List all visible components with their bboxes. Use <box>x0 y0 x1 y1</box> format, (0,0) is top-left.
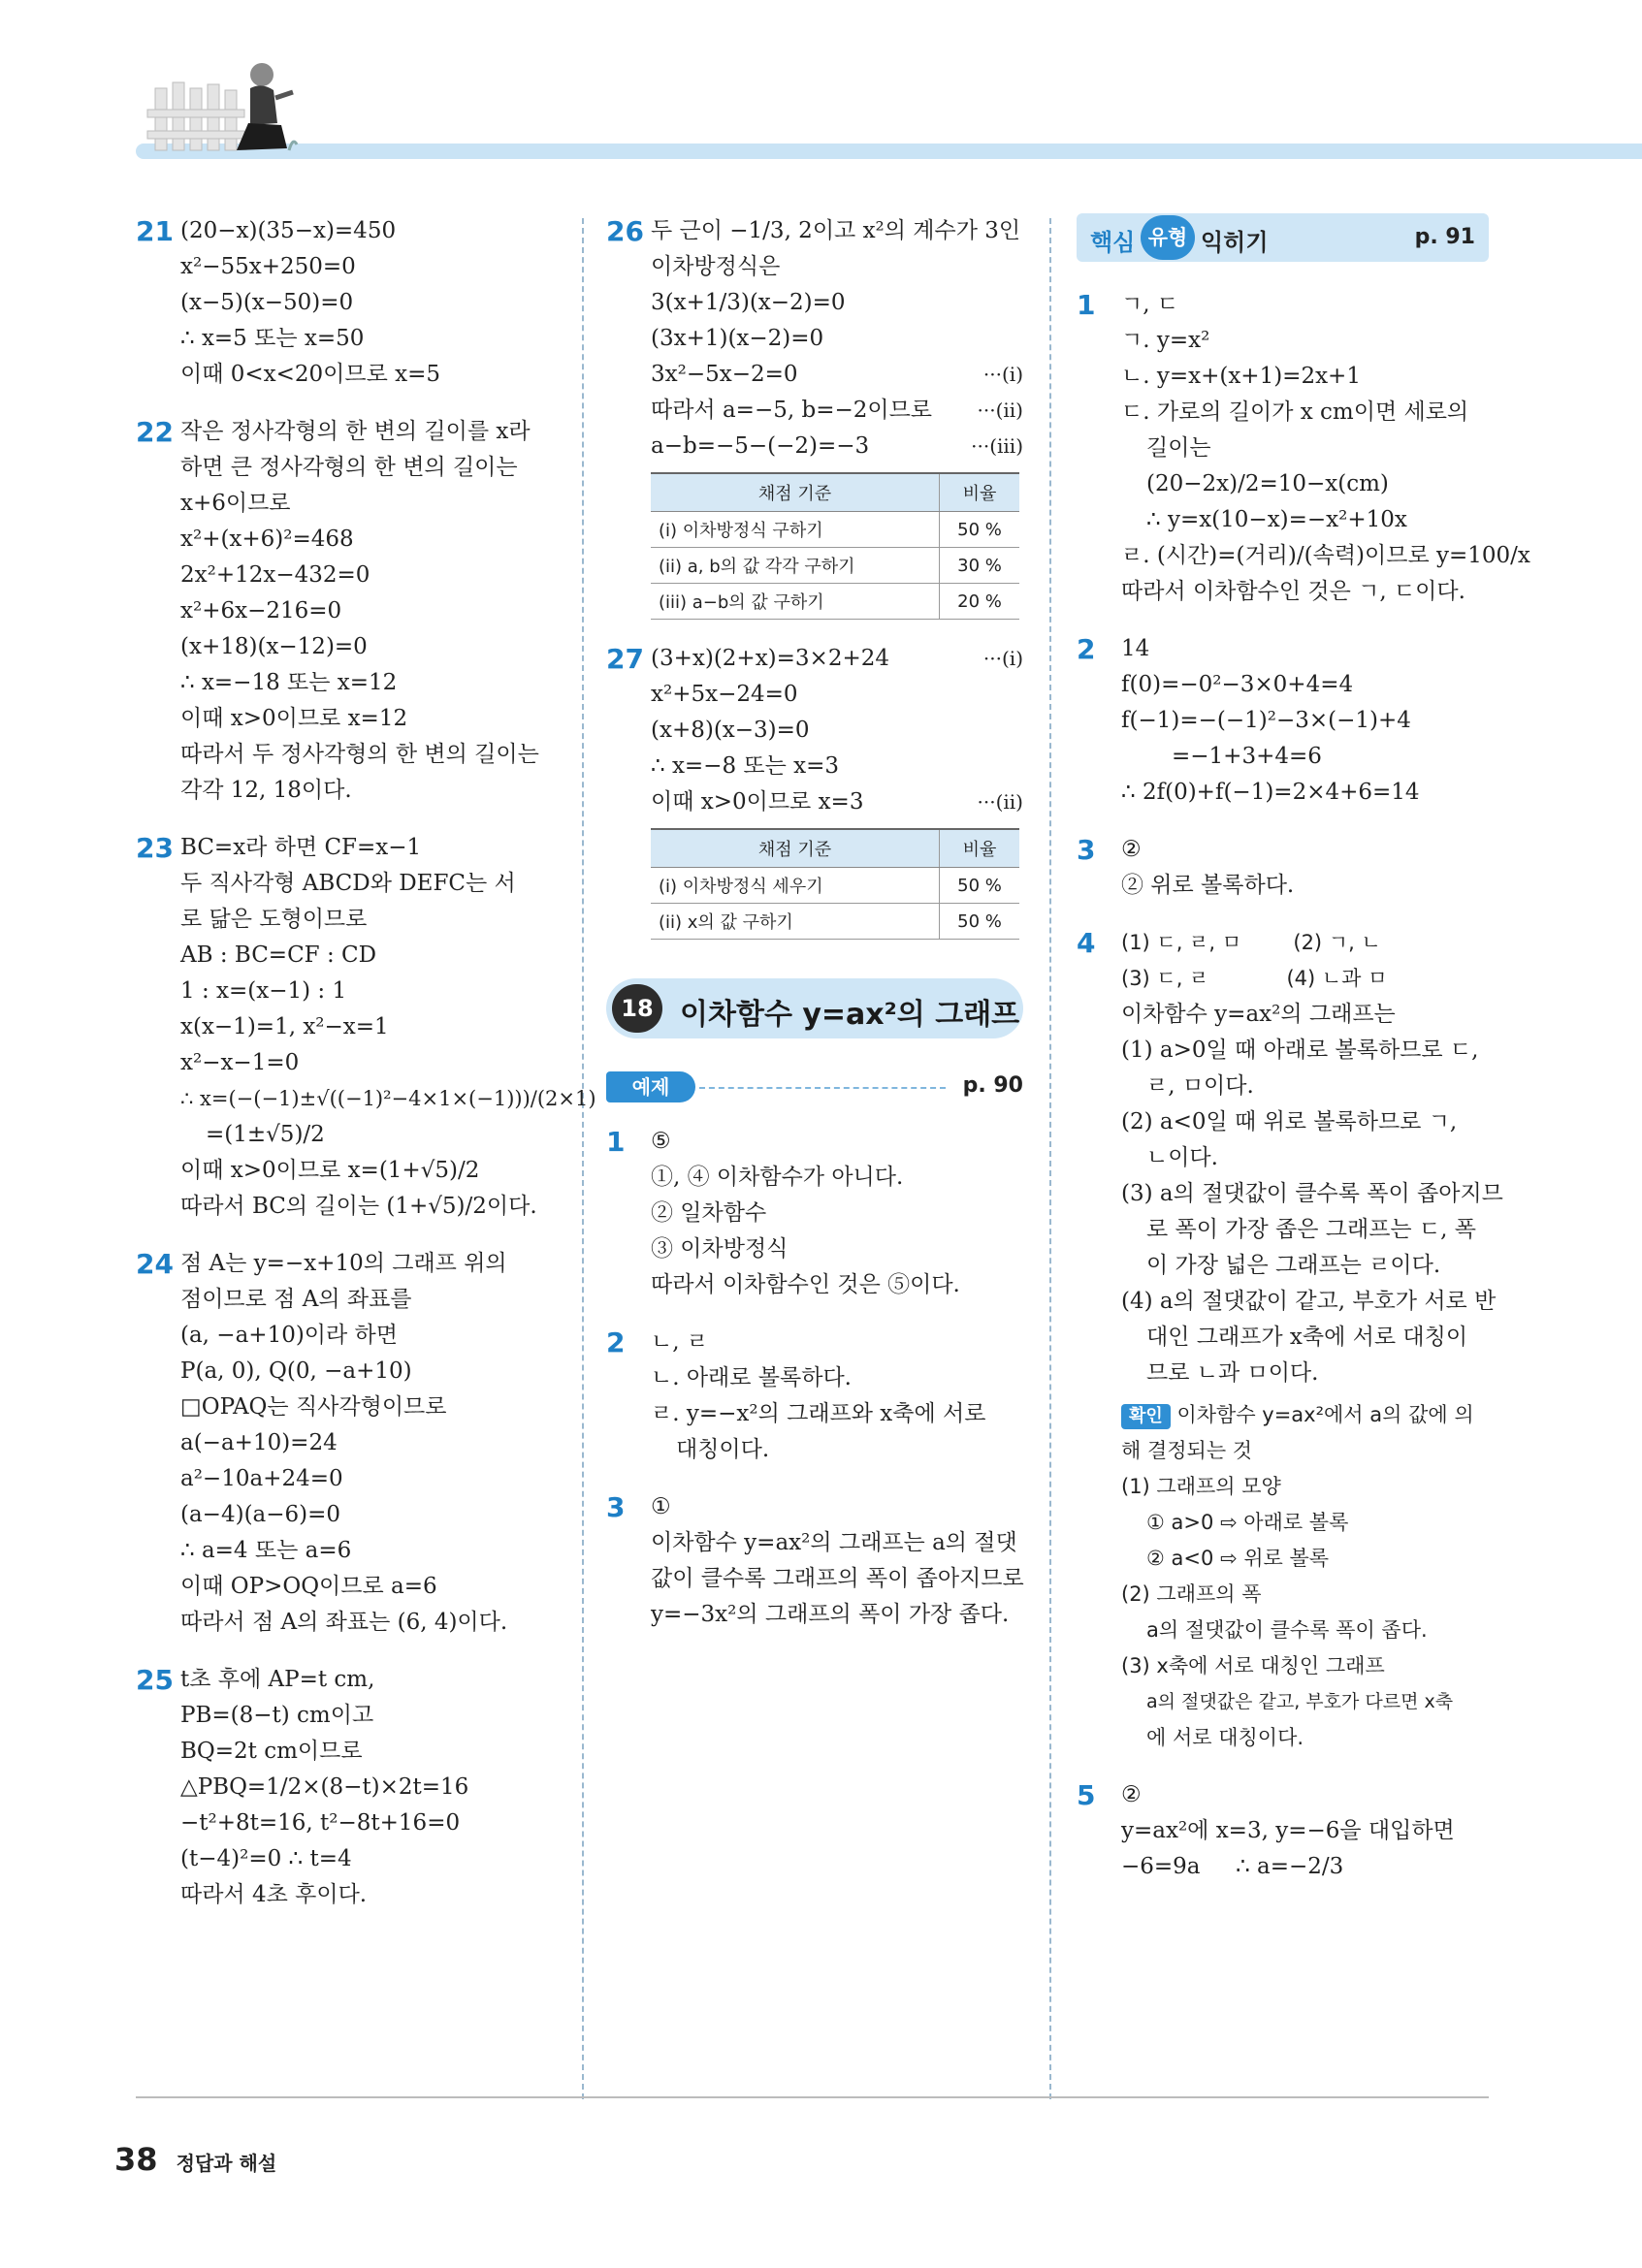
table-cell: (i) 이차방정식 구하기 <box>651 512 940 548</box>
solution-line: ∴ x=−8 또는 x=3 <box>651 753 840 779</box>
answer-line: ① <box>651 1494 671 1519</box>
column-divider <box>582 218 584 2099</box>
example-1 <box>606 1124 1023 1303</box>
solution-line: y=−3x²의 그래프의 폭이 가장 좁다. <box>651 1602 1010 1627</box>
solution-line: 하면 큰 정사각형의 한 변의 길이는 <box>180 455 518 480</box>
solution-line: y=ax²에 x=3, y=−6을 대입하면 <box>1121 1818 1455 1843</box>
core-problem-4 <box>1077 925 1503 1756</box>
check-line: 에 서로 대칭이다. <box>1146 1726 1304 1749</box>
solution-line: (1) a>0일 때 아래로 볼록하므로 ㄷ, <box>1121 1038 1479 1063</box>
solution-line: 점 A는 y=−x+10의 그래프 위의 <box>180 1251 507 1276</box>
solution-line: P(a, 0), Q(0, −a+10) <box>180 1358 412 1384</box>
core-problem-5 <box>1077 1777 1489 1885</box>
solution-line: 로 폭이 가장 좁은 그래프는 ㄷ, 폭 <box>1146 1217 1477 1242</box>
problem-number: 3 <box>1077 834 1096 866</box>
solution-line: ㄴ. 아래로 볼록하다. <box>651 1365 852 1390</box>
table-header: 비율 <box>940 473 1020 512</box>
problem-21 <box>136 213 563 393</box>
solution-line: 이 가장 넓은 그래프는 ㄹ이다. <box>1146 1253 1441 1278</box>
example-header <box>606 1068 1023 1106</box>
table-cell: 50 % <box>940 904 1020 940</box>
solution-line <box>651 393 1023 429</box>
core-label: 핵심 <box>1090 229 1136 256</box>
solution-line: x+6이므로 <box>180 491 291 516</box>
solution-line: 1 : x=(x−1) : 1 <box>180 978 347 1004</box>
solution-line: 이때 0<x<20이므로 x=5 <box>180 362 441 387</box>
solution-line: 각각 12, 18이다. <box>180 778 352 803</box>
solution-line: ㄱ. y=x² <box>1121 328 1210 353</box>
core-label-suffix: 익히기 <box>1201 229 1269 256</box>
solution-line: x²+5x−24=0 <box>651 682 798 707</box>
table-cell: (ii) a, b의 값 각각 구하기 <box>651 548 940 584</box>
solution-line: ㄹ. y=−x²의 그래프와 x축에 서로 <box>651 1401 986 1426</box>
solution-text: 따라서 a=−5, b=−2이므로 <box>651 398 933 423</box>
solution-line: 이때 OP>OQ이므로 a=6 <box>180 1574 437 1599</box>
solution-line: t초 후에 AP=t cm, <box>180 1667 375 1692</box>
column-3 <box>1077 213 1530 1906</box>
table-cell: (iii) a−b의 값 구하기 <box>651 584 940 620</box>
check-line: (3) x축에 서로 대칭인 그래프 <box>1121 1654 1385 1677</box>
grading-table <box>651 828 1019 940</box>
problem-number: 1 <box>606 1126 626 1158</box>
core-problem-1 <box>1077 287 1530 610</box>
solution-line: ③ 이차방정식 <box>651 1236 789 1262</box>
solution-line: ② 일차함수 <box>651 1200 767 1226</box>
solution-line: x(x−1)=1, x²−x=1 <box>180 1014 389 1039</box>
solution-line: ①, ④ 이차함수가 아니다. <box>651 1165 904 1190</box>
answer-line: (3) ㄷ, ㄹ (4) ㄴ과 ㅁ <box>1121 967 1388 990</box>
step-tag: ···(ii) <box>977 399 1023 422</box>
answer-line: ⑤ <box>651 1129 671 1154</box>
solution-line: ㄷ. 가로의 길이가 x cm이면 세로의 <box>1121 399 1469 425</box>
solution-line: 두 직사각형 ABCD와 DEFC는 서 <box>180 871 516 896</box>
solution-line: 대칭이다. <box>676 1437 770 1462</box>
solution-text: 이때 x>0이므로 x=3 <box>651 789 864 815</box>
solution-line: 두 근이 −1/3, 2이고 x²의 계수가 3인 <box>651 218 1021 243</box>
table-header: 채점 기준 <box>651 829 940 868</box>
solution-line: ㄹ. (시간)=(거리)/(속력)이므로 y=100/x <box>1121 543 1530 568</box>
gardener-illustration-icon <box>136 53 301 162</box>
problem-number: 2 <box>606 1326 626 1358</box>
solution-line: (2) a<0일 때 위로 볼록하므로 ㄱ, <box>1121 1109 1458 1134</box>
solution-line: a(−a+10)=24 <box>180 1430 338 1455</box>
step-tag: ···(i) <box>982 363 1023 386</box>
solution-line <box>651 641 1023 677</box>
solution-line: ② 위로 볼록하다. <box>1121 873 1295 898</box>
solution-line: x²+6x−216=0 <box>180 598 342 623</box>
solution-line: 이때 x>0이므로 x=12 <box>180 706 408 731</box>
check-line: 해 결정되는 것 <box>1121 1439 1253 1462</box>
solution-line: 따라서 점 A의 좌표는 (6, 4)이다. <box>180 1610 508 1635</box>
example-3 <box>606 1489 1023 1633</box>
solution-line: ㄴ이다. <box>1146 1145 1218 1170</box>
check-line: ② a<0 ⇨ 위로 볼록 <box>1146 1547 1330 1570</box>
solution-line: 따라서 이차함수인 것은 ㄱ, ㄷ이다. <box>1121 579 1465 604</box>
check-line: (1) 그래프의 모양 <box>1121 1475 1281 1498</box>
table-header: 채점 기준 <box>651 473 940 512</box>
answer-line: ㄱ, ㄷ <box>1121 292 1179 317</box>
core-problem-2 <box>1077 631 1489 811</box>
solution-line: 므로 ㄴ과 ㅁ이다. <box>1146 1360 1319 1386</box>
solution-line: BC=x라 하면 CF=x−1 <box>180 835 422 860</box>
check-line: (2) 그래프의 폭 <box>1121 1582 1262 1606</box>
footer-divider <box>136 2096 1489 2098</box>
problem-22 <box>136 414 563 809</box>
solution-line: 로 닮은 도형이므로 <box>180 907 368 932</box>
solution-line: 따라서 BC의 길이는 (1+√5)/2이다. <box>180 1194 537 1219</box>
solution-line: x²+(x+6)²=468 <box>180 527 354 552</box>
problem-number: 25 <box>136 1664 174 1696</box>
table-cell: 20 % <box>940 584 1020 620</box>
check-label: 확인 <box>1121 1404 1171 1429</box>
header-band <box>136 144 1642 159</box>
solution-line: (a, −a+10)이라 하면 <box>180 1323 398 1348</box>
column-divider <box>1049 218 1051 2099</box>
table-cell: 50 % <box>940 868 1020 904</box>
core-badge: 유형 <box>1141 215 1195 260</box>
problem-number: 1 <box>1077 289 1096 321</box>
answer-line: (1) ㄷ, ㄹ, ㅁ (2) ㄱ, ㄴ <box>1121 931 1381 954</box>
solution-line: ∴ x=(−(−1)±√((−1)²−4×1×(−1)))/(2×1) <box>180 1087 596 1110</box>
solution-line: f(0)=−0²−3×0+4=4 <box>1121 672 1354 697</box>
solution-line: AB : BC=CF : CD <box>180 942 377 968</box>
solution-line: BQ=2t cm이므로 <box>180 1739 363 1764</box>
example-label: 예제 <box>606 1071 695 1102</box>
solution-line: 이차방정식은 <box>651 254 781 279</box>
table-cell: 30 % <box>940 548 1020 584</box>
solution-line: (3) a의 절댓값이 클수록 폭이 좁아지므 <box>1121 1181 1503 1206</box>
solution-line: (a−4)(a−6)=0 <box>180 1502 341 1527</box>
solution-line: (3x+1)(x−2)=0 <box>651 326 824 351</box>
solution-line: □OPAQ는 직사각형이므로 <box>180 1394 447 1420</box>
solution-line: 이차함수 y=ax²의 그래프는 a의 절댓 <box>651 1530 1017 1555</box>
page-reference: p. 91 <box>1414 225 1475 249</box>
solution-line: 따라서 두 정사각형의 한 변의 길이는 <box>180 742 539 767</box>
solution-line: (x+8)(x−3)=0 <box>651 718 810 743</box>
solution-line: (20−x)(35−x)=450 <box>180 218 397 243</box>
problem-number: 5 <box>1077 1779 1096 1811</box>
table-row <box>651 904 1019 940</box>
problem-number: 24 <box>136 1248 174 1280</box>
solution-line: (x−5)(x−50)=0 <box>180 290 354 315</box>
check-line: ① a>0 ⇨ 아래로 볼록 <box>1146 1511 1349 1534</box>
table-row <box>651 512 1019 548</box>
check-text: 이차함수 y=ax²에서 a의 값에 의 <box>1176 1403 1474 1426</box>
solution-line: 3(x+1/3)(x−2)=0 <box>651 290 846 315</box>
step-tag: ···(iii) <box>971 434 1023 458</box>
page-reference: p. 90 <box>962 1073 1023 1098</box>
problem-number: 27 <box>606 643 644 675</box>
step-tag: ···(i) <box>982 647 1023 670</box>
solution-line: 따라서 4초 후이다. <box>180 1882 368 1907</box>
solution-line: 이차함수 y=ax²의 그래프는 <box>1121 1002 1396 1027</box>
check-line: a의 절댓값이 클수록 폭이 좁다. <box>1146 1618 1428 1642</box>
table-row <box>651 584 1019 620</box>
solution-line: 점이므로 점 A의 좌표를 <box>180 1287 412 1312</box>
problem-27 <box>606 641 1023 940</box>
solution-line: 길이는 <box>1146 435 1211 461</box>
solution-line: ∴ y=x(10−x)=−x²+10x <box>1146 507 1407 532</box>
table-cell: 50 % <box>940 512 1020 548</box>
section-badge: 18강 <box>612 984 662 1033</box>
table-row <box>651 868 1019 904</box>
table-cell: (i) 이차방정식 세우기 <box>651 868 940 904</box>
footer-title: 정답과 해설 <box>176 2152 277 2175</box>
solution-line <box>651 784 1023 820</box>
solution-line: −6=9a ∴ a=−2/3 <box>1121 1854 1344 1879</box>
solution-text: (3+x)(2+x)=3×2+24 <box>651 646 889 671</box>
solution-line: ㄴ. y=x+(x+1)=2x+1 <box>1121 364 1361 389</box>
section-18-header <box>606 978 1023 1070</box>
column-1 <box>136 213 596 1934</box>
solution-line: a²−10a+24=0 <box>180 1466 343 1491</box>
solution-line: x²−x−1=0 <box>180 1050 300 1075</box>
problem-number: 4 <box>1077 927 1096 959</box>
problem-24 <box>136 1246 563 1641</box>
problem-number: 3 <box>606 1491 626 1523</box>
solution-line: 값이 클수록 그래프의 폭이 좁아지므로 <box>651 1566 1024 1591</box>
check-box <box>1121 1397 1489 1756</box>
solution-line: =(1±√5)/2 <box>206 1122 325 1147</box>
step-tag: ···(ii) <box>977 790 1023 814</box>
example-2 <box>606 1325 1023 1468</box>
solution-line: PB=(8−t) cm이고 <box>180 1703 374 1728</box>
solution-line: −t²+8t=16, t²−8t+16=0 <box>180 1810 461 1836</box>
solution-line: 작은 정사각형의 한 변의 길이를 x라 <box>180 419 531 444</box>
solution-text: a−b=−5−(−2)=−3 <box>651 433 870 459</box>
page-number: 38 <box>114 2141 158 2178</box>
section-title: 이차함수 y=ax²의 그래프 <box>680 998 1020 1032</box>
solution-line: (x+18)(x−12)=0 <box>180 634 368 659</box>
solution-line: (20−2x)/2=10−x(cm) <box>1146 471 1389 496</box>
page-footer <box>114 2141 276 2178</box>
problem-25 <box>136 1662 563 1913</box>
answer-line: ② <box>1121 837 1142 862</box>
problem-number: 22 <box>136 416 174 448</box>
problem-number: 21 <box>136 215 174 247</box>
table-header: 비율 <box>940 829 1020 868</box>
solution-line: (4) a의 절댓값이 같고, 부호가 서로 반 <box>1121 1289 1497 1314</box>
solution-line: (t−4)²=0 ∴ t=4 <box>180 1846 352 1871</box>
solution-line: ∴ 2f(0)+f(−1)=2×4+6=14 <box>1121 780 1420 805</box>
solution-line: 대인 그래프가 x축에 서로 대칭이 <box>1146 1325 1468 1350</box>
solution-line: ∴ x=5 또는 x=50 <box>180 326 365 351</box>
problem-number: 23 <box>136 832 174 864</box>
problem-number: 26 <box>606 215 644 247</box>
solution-line: =−1+3+4=6 <box>1172 744 1322 769</box>
solution-line <box>651 429 1023 464</box>
solution-line: f(−1)=−(−1)²−3×(−1)+4 <box>1121 708 1411 733</box>
dashed-divider <box>699 1087 946 1089</box>
solution-line: x²−55x+250=0 <box>180 254 356 279</box>
table-cell: (ii) x의 값 구하기 <box>651 904 940 940</box>
answer-line: ② <box>1121 1782 1142 1807</box>
solution-line: 2x²+12x−432=0 <box>180 562 370 588</box>
problem-23 <box>136 830 596 1225</box>
solution-line <box>651 357 1023 393</box>
solution-line: 따라서 이차함수인 것은 ⑤이다. <box>651 1272 960 1297</box>
check-line <box>1121 1397 1489 1433</box>
solution-line: 이때 x>0이므로 x=(1+√5)/2 <box>180 1158 480 1183</box>
solution-text: 3x²−5x−2=0 <box>651 362 798 387</box>
core-problem-3 <box>1077 832 1489 904</box>
column-2 <box>606 213 1023 1654</box>
solution-line: △PBQ=1/2×(8−t)×2t=16 <box>180 1774 469 1800</box>
table-row <box>651 548 1019 584</box>
grading-table <box>651 472 1019 620</box>
check-line: a의 절댓값은 같고, 부호가 다르면 x축 <box>1146 1691 1454 1712</box>
solution-line: ∴ a=4 또는 a=6 <box>180 1538 352 1563</box>
core-type-header <box>1077 213 1489 262</box>
solution-line: ∴ x=−18 또는 x=12 <box>180 670 398 695</box>
solution-line: ㄹ, ㅁ이다. <box>1146 1073 1254 1099</box>
answer-line: ㄴ, ㄹ <box>651 1329 709 1355</box>
problem-number: 2 <box>1077 633 1096 665</box>
problem-26 <box>606 213 1023 620</box>
answer-line: 14 <box>1121 636 1150 661</box>
